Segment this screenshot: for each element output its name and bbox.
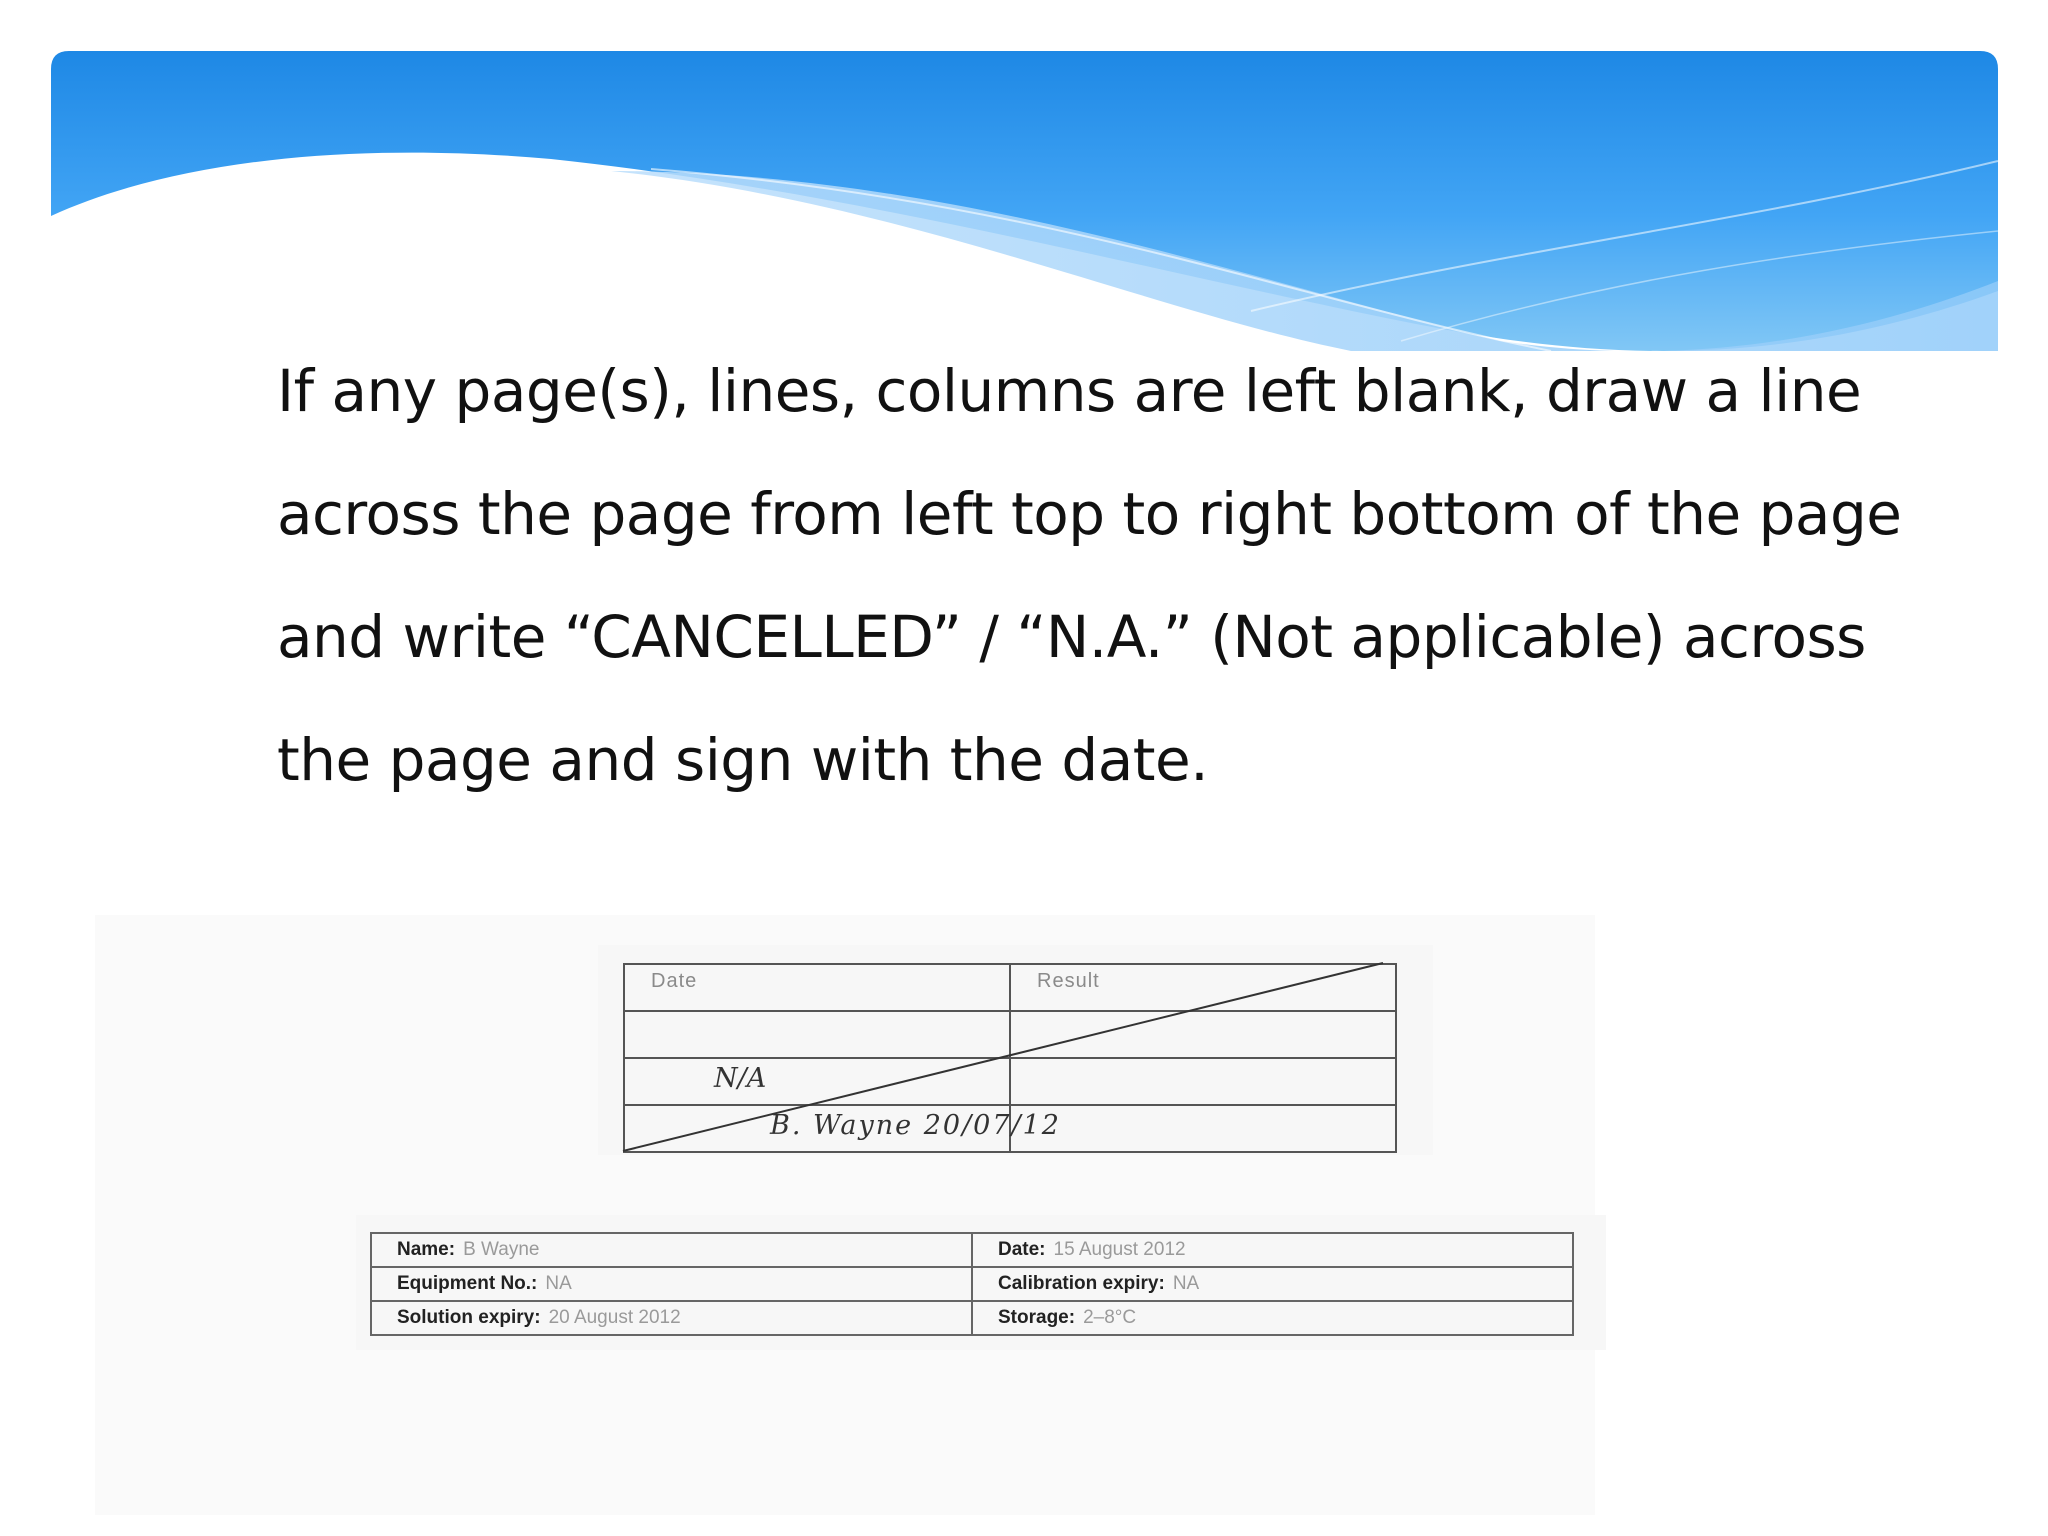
table-row [371, 1301, 1573, 1335]
table-cell [371, 1301, 972, 1335]
date-label: Date: [998, 1239, 1046, 1260]
storage-value: 2–8°C [1083, 1307, 1137, 1328]
equipment-value: NA [545, 1273, 572, 1294]
table-cell [972, 1267, 1573, 1301]
signature-with-date: B. Wayne 20/07/12 [770, 1110, 1061, 1141]
result-column-header: Result [1037, 970, 1100, 992]
table-cell [371, 1233, 972, 1267]
calibration-value: NA [1172, 1273, 1200, 1294]
date-column-header: Date [651, 970, 698, 992]
equipment-label: Equipment No.: [397, 1273, 538, 1294]
table-row [371, 1233, 1573, 1267]
instruction-text: If any page(s), lines, columns are left blank, draw a line across the page from left top to right bottom of the page and write “CANCELLED” / “N.A.” (Not applicable) across the page and sign with the date. [277, 357, 1902, 794]
slide-header-wave [51, 51, 1998, 351]
storage-label: Storage: [998, 1307, 1076, 1328]
solution-expiry-value: 20 August 2012 [548, 1307, 681, 1328]
date-value: 15 August 2012 [1053, 1239, 1186, 1260]
table-cell [371, 1267, 972, 1301]
info-table [370, 1232, 1574, 1336]
solution-expiry-label: Solution expiry: [397, 1307, 541, 1328]
na-mark: N/A [714, 1063, 767, 1094]
calibration-label: Calibration expiry: [998, 1273, 1165, 1294]
table-cell [972, 1233, 1573, 1267]
name-value: B Wayne [463, 1239, 540, 1260]
table-cell [972, 1301, 1573, 1335]
table-row [371, 1267, 1573, 1301]
name-label: Name: [397, 1239, 456, 1260]
